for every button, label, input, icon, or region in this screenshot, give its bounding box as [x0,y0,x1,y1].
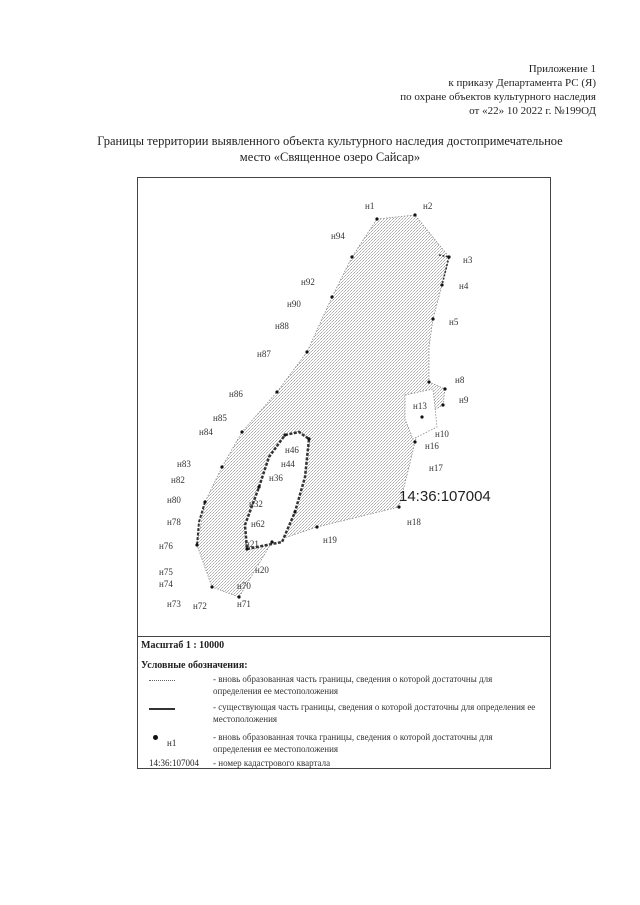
point-label: н4 [459,281,469,291]
point-label: н88 [275,321,289,331]
header-line-3: по охране объектов культурного наследия [400,91,596,103]
point-label: н85 [213,413,227,423]
legend-item-existing-boundary [141,701,546,725]
point-label: н18 [407,517,421,527]
point-label: н13 [413,401,427,411]
cadastral-quarter-label: 14:36:107004 [399,488,491,505]
point-label: н32 [249,499,263,509]
point-label: н82 [171,475,185,485]
point-label: н2 [423,201,433,211]
legend-title: Условные обозначения: [141,660,248,671]
header-line-2: к приказу Департамента РС (Я) [448,77,596,89]
point-label: н73 [167,599,181,609]
point-label: н75 [159,567,173,577]
point-label: н78 [167,517,181,527]
point-label: н19 [323,535,337,545]
point-label: н17 [429,463,443,473]
legend-item-new-boundary [141,673,546,697]
legend-item-text: - номер кадастрового квартала [213,758,331,768]
point-label: н21 [245,539,259,549]
point-label: н80 [167,495,181,505]
header-line-1: Приложение 1 [528,63,596,75]
title-line-1: Границы территории выявленного объекта культурного наследия достопримечательное [97,134,563,148]
point-label: н76 [159,541,173,551]
point-label: н16 [425,441,439,451]
point-label: н10 [435,429,449,439]
point-label: н94 [331,231,345,241]
legend-item-text: - существующая часть границы, сведения о которой достаточны для определения ее местоположения [213,702,536,724]
map-scale: Масштаб 1 : 10000 [141,640,225,651]
point-label: н84 [199,427,213,437]
legend-item-text: - вновь образованная точка границы, сведения о которой достаточны для определения ее местоположения [213,732,493,754]
title-line-2: место «Священное озеро Сайсар» [239,150,421,164]
header-line-4: от «22» 10 2022 г. №199ОД [469,105,596,117]
point-label: н83 [177,459,191,469]
boundary-map [137,177,551,637]
point-label: н3 [463,255,473,265]
legend-item-text: - вновь образованная часть границы, сведения о которой достаточны для определения ее местоположения [213,674,493,696]
point-label: н9 [459,395,469,405]
point-label: н46 [285,445,299,455]
point-label: н71 [237,599,251,609]
point-label: н86 [229,389,243,399]
page-title [60,133,600,165]
point-label: н92 [301,277,315,287]
point-label: н8 [455,375,465,385]
point-symbol-label: н1 [167,738,177,748]
point-label: н72 [193,601,207,611]
point-label: н74 [159,579,173,589]
point-label: н70 [237,581,251,591]
point-label: н87 [257,349,271,359]
point-label: н1 [365,201,375,211]
point-label: н90 [287,299,301,309]
point-label: н5 [449,317,459,327]
document-header [296,62,596,118]
legend-item-boundary-point [141,731,546,755]
point-label: н44 [281,459,295,469]
point-label: н36 [269,473,283,483]
point-label: н62 [251,519,265,529]
legend-item-cadastral-quarter [141,757,546,769]
point-dot-icon [153,735,158,740]
cadastral-symbol-text: 14:36:107004 [149,758,200,768]
point-label: н20 [255,565,269,575]
